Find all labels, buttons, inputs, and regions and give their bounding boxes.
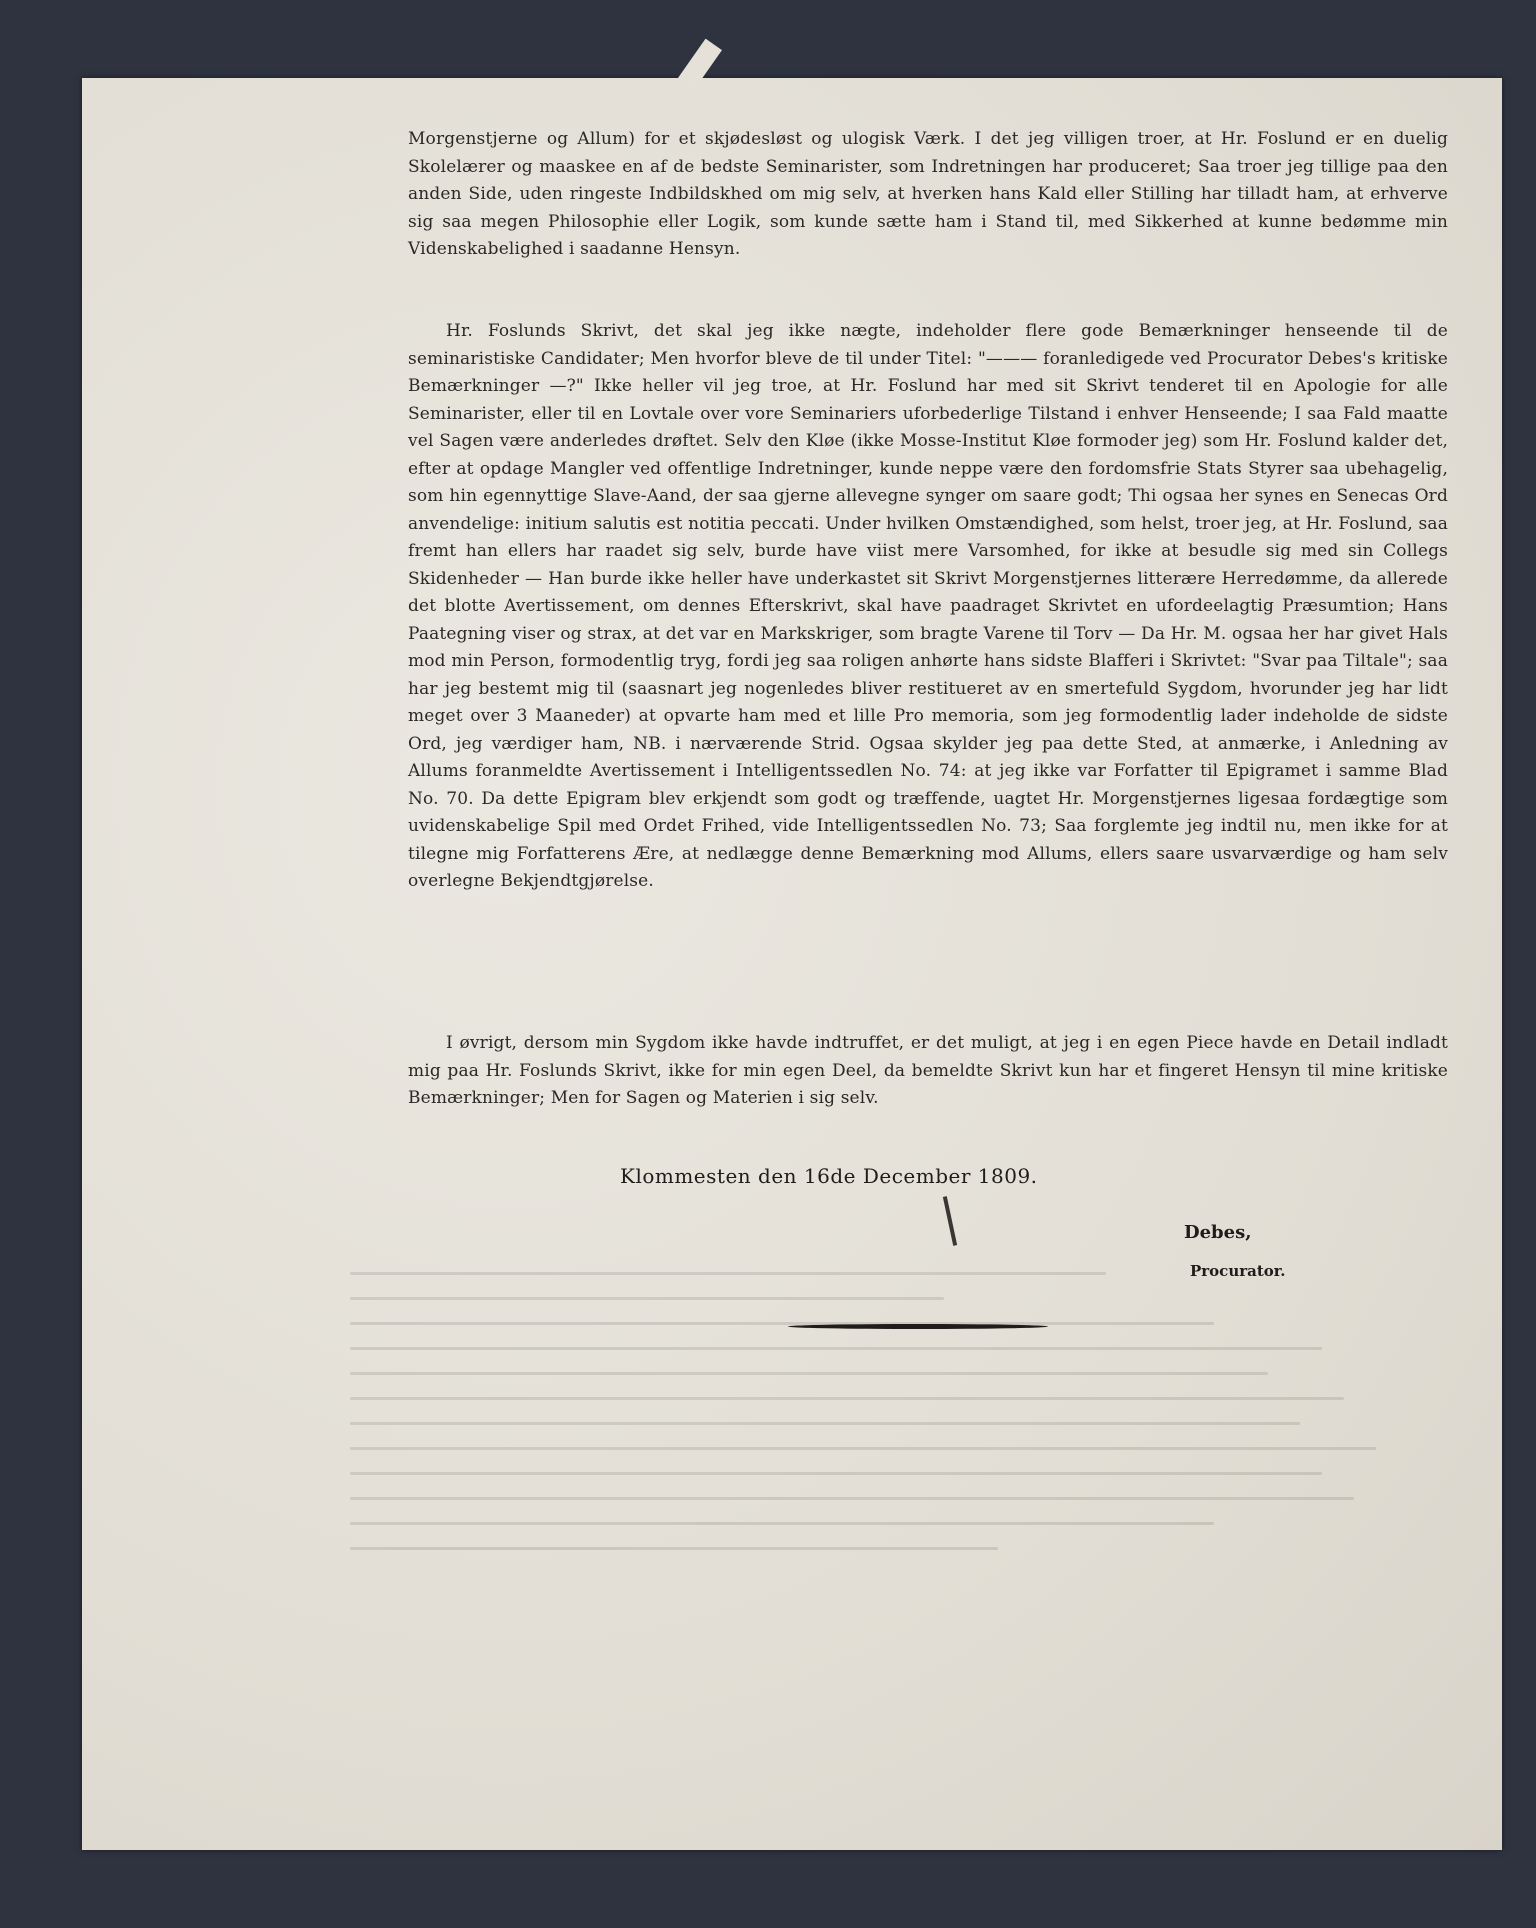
signature-title: Procurator.: [1190, 1262, 1286, 1280]
body-paragraph-1: Morgenstjerne og Allum) for et skjødesløst og ulogisk Værk. I det jeg villigen troer, at Hr. Foslund er en duelig Skolelærer og maaskee en af de bedste Seminarister, som Indretningen har produceret; Saa troer jeg tillige paa den anden Side, uden ringeste Indbildskhed om mig selv, at hverken hans Kald eller Stilling har tilladt ham, at erhverve sig saa megen Philosophie eller Logik, som kunde sætte ham i Stand til, med Sikkerhed at kunne bedømme min Videnskabelighed i saadanne Hensyn.: [408, 129, 1448, 259]
place-date-line: Klommesten den 16de December 1809.: [620, 1164, 1038, 1188]
closing-rule: [788, 1324, 1048, 1329]
signature-name: Debes,: [1184, 1222, 1252, 1243]
body-paragraph-3: I øvrigt, dersom min Sygdom ikke havde indtruffet, er det muligt, at jeg i en egen Piece havde en Detail indladt mig paa Hr. Foslunds Skrivt, ikke for min egen Deel, da bemeldte Skrivt kun har et fingeret Hensyn til mine kritiske Bemærkninger; Men for Sagen og Materien i sig selv.: [408, 1033, 1448, 1108]
body-paragraph-2: Hr. Foslunds Skrivt, det skal jeg ikke nægte, indeholder flere gode Bemærkninger henseende til de seminaristiske Candidater; Men hvorfor bleve de til under Titel: "——— foranledigede ved Procurator Debes's kritiske Bemærkninger —?" Ikke heller vil jeg troe, at Hr. Foslund har med sit Skrivt tenderet til en Apologie for alle Seminarister, eller til en Lovtale over vore Seminariers uforbederlige Tilstand i enhver Henseende; I saa Fald maatte vel Sagen være anderledes drøftet. Selv den Kløe (ikke Mosse-Institut Kløe formoder jeg) som Hr. Foslund kalder det, efter at opdage Mangler ved offentlige Indretninger, kunde neppe være den fordomsfrie Stats Styrer saa ubehagelig, som hin egennyttige Slave-Aand, der saa gjerne allevegne synger om saare godt; Thi ogsaa her synes en Senecas Ord anvendelige: initium salutis est notitia peccati. Under hvilken Omstændighed, som helst, troer jeg, at Hr. Foslund, saa fremt han ellers har raadet sig selv, burde have viist mere Varsomhed, for ikke at besudle sig med sin Collegs Skidenheder — Han burde ikke heller have underkastet sit Skrivt Morgenstjernes litterære Herredømme, da allerede det blotte Avertissement, om dennes Efterskrivt, skal have paadraget Skrivtet en ufordeelagtig Præsumtion; Hans Paategning viser og strax, at det var en Markskriger, som bragte Varene til Torv — Da Hr. M. ogsaa her har givet Hals mod min Person, formodentlig tryg, fordi jeg saa roligen anhørte hans sidste Blafferi i Skrivtet: "Svar paa Tiltale"; saa har jeg bestemt mig til (saasnart jeg nogenledes bliver restitueret av en smertefuld Sygdom, hvorunder jeg har lidt meget over 3 Maaneder) at opvarte ham med et lille Pro memoria, som jeg formodentlig lader indeholde de sidste Ord, jeg værdiger ham, NB. i nærværende Strid. Ogsaa skylder jeg paa dette Sted, at anmærke, i Anledning av Allums foranmeldte Avertissement i Intelligentssedlen No. 74: at jeg ikke var Forfatter til Epigramet i samme Blad No. 70. Da dette Epigram blev erkjendt som godt og træffende, uagtet Hr. Morgenstjernes ligesaa fordægtige som uvidenskabelige Spil med Ordet Frihed, vide Intelligentssedlen No. 73; Saa forglemte jeg indtil nu, men ikke for at tilegne mig Forfatterens Ære, at nedlægge denne Bemærkning mod Allums, ellers saare usvarværdige og ham selv overlegne Bekjendtgjørelse.: [408, 321, 1448, 891]
